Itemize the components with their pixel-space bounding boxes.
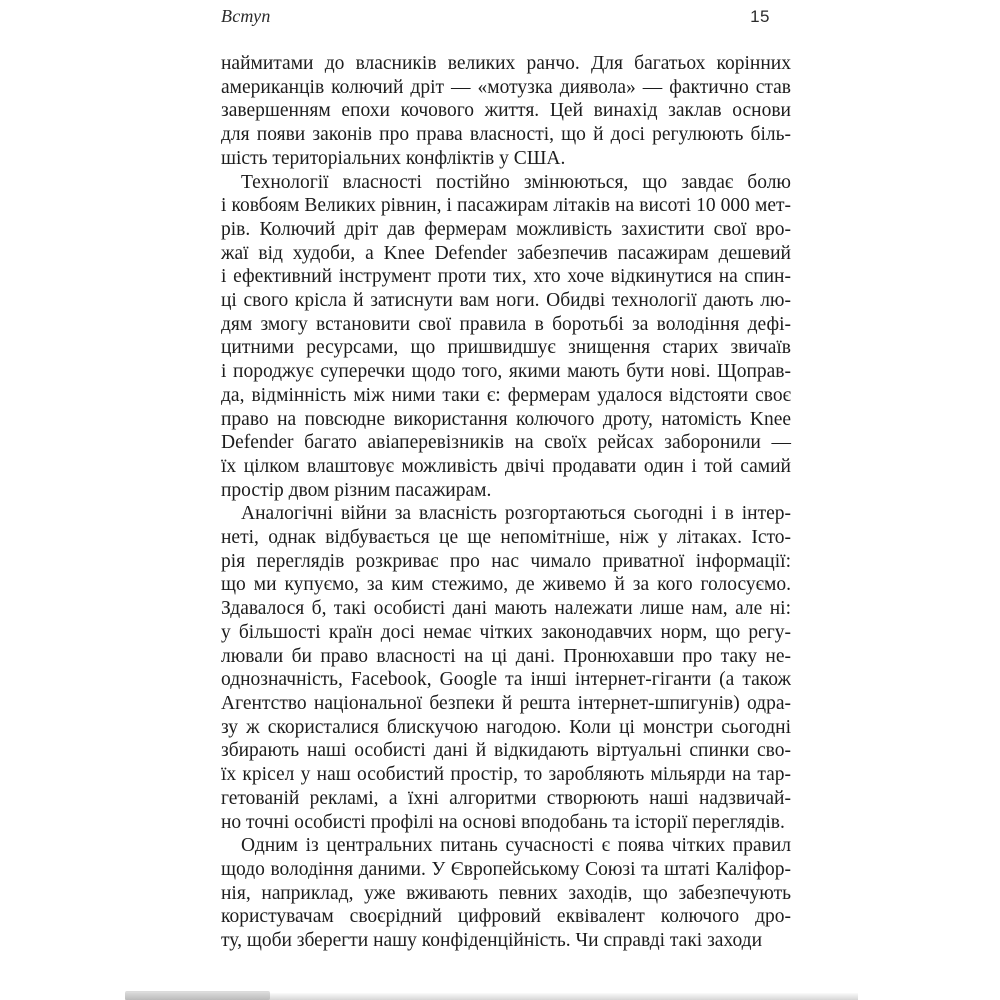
text-line: право на повсюдне використання колючого дроту, натомість Knee [221, 408, 791, 430]
text-line: що ми купуємо, за ким стежимо, де живемо й за кого голосуємо. [221, 574, 791, 596]
text-line: да, відмінність між ними таки є: фермерам удалося відстояти своє [221, 384, 791, 406]
text-line: Defender багато авіаперевізників на своїх рейсах заборонили — [221, 432, 791, 454]
text-line: лювали би право власності на ці дані. Пронюхавши про таку не- [221, 645, 791, 667]
paragraph [221, 834, 791, 953]
text-line: однозначність, Facebook, Google та інші інтернет-гіганти (а також [221, 669, 791, 691]
text-line: і ефективний інструмент проти тих, хто хоче відкинутися на спин- [221, 266, 791, 288]
text-line: завершенням епохи кочового життя. Цей винахід заклав основи [221, 100, 791, 122]
text-line: дям змогу встановити свої правила в боротьбі за володіння дефі- [221, 313, 791, 335]
text-line: шість територіальних конфліктів у США. [221, 147, 566, 169]
text-line: но точні особисті профілі на основі вподобань та історії переглядів. [221, 811, 785, 833]
text-line: простір двом різним пасажирам. [221, 479, 492, 501]
text-line: ці свого крісла й затиснути вам ноги. Обидві технології дають лю- [221, 290, 791, 312]
text-line: рів. Колючий дріт дав фермерам можливість захистити свої вро- [221, 218, 791, 240]
text-line: гетованій рекламі, а їхні алгоритми створюють наші надзвичай- [221, 787, 791, 809]
page-edge-smudge [125, 991, 270, 1000]
text-line: рія переглядів розкриває про нас чимало приватної інформації: [221, 550, 791, 572]
text-line: неті, однак відбувається це ще непомітніше, ніж у літаках. Істо- [221, 527, 791, 549]
text-line: цитними ресурсами, що пришвидшує знищення старих звичаїв [221, 337, 791, 359]
text-line: американців колючий дріт — «мотузка диявола» — фактично став [221, 76, 791, 98]
text-line: Здавалося б, такі особисті дані мають належати лише нам, але ні: [221, 598, 791, 620]
text-line: збирають наші особисті дані й відкидають віртуальні спинки сво- [221, 740, 791, 762]
text-line: зу ж скористалися блискучою нагодою. Коли ці монстри сьогодні [221, 716, 791, 738]
text-line: у більшості країн досі немає чітких законодавчих норм, що регу- [221, 621, 791, 643]
text-line: і породжує суперечки щодо того, якими мають бути нові. Щоправ- [221, 361, 791, 383]
paragraph [221, 52, 791, 171]
text-line: їх крісел у наш особистий простір, то заробляють мільярди на тар- [221, 764, 791, 786]
text-line: Агентство національної безпеки й решта інтернет-шпигунів) одра- [221, 692, 791, 714]
page-bottom-shadow [125, 993, 858, 1000]
text-line: Технології власності постійно змінюються, що завдає болю [241, 171, 791, 193]
running-header [221, 6, 791, 27]
text-line: наймитами до власників великих ранчо. Для багатьох корінних [221, 53, 791, 74]
text-line: і ковбоям Великих рівнин, і пасажирам літаків на висоті 10 000 мет- [221, 195, 791, 217]
text-line: жаї від худоби, а Knee Defender забезпечив пасажирам дешевий [221, 242, 791, 264]
body-text [221, 52, 791, 953]
paragraph [221, 171, 791, 503]
text-line: для появи законів про права власності, що й досі регулюють біль- [221, 124, 791, 146]
text-line: їх цілком влаштовує можливість двічі продавати один і той самий [221, 455, 791, 477]
text-line: користувачам своєрідний цифровий еквівалент колючого дро- [221, 906, 791, 928]
text-line: Одним із центральних питань сучасності є поява чітких правил [241, 835, 791, 857]
text-line: Аналогічні війни за власність розгортаються сьогодні і в інтер- [241, 503, 791, 525]
page-number: 15 [750, 7, 770, 26]
chapter-running-title: Вступ [221, 6, 271, 26]
text-line: щодо володіння даними. У Європейському Союзі та штаті Каліфор- [221, 858, 791, 880]
paragraph [221, 502, 791, 834]
text-line: ту, щоби зберегти нашу конфіденційність. Чи справді такі заходи [221, 930, 763, 952]
text-line: нія, наприклад, уже вживають певних заходів, що забезпечують [221, 882, 791, 904]
